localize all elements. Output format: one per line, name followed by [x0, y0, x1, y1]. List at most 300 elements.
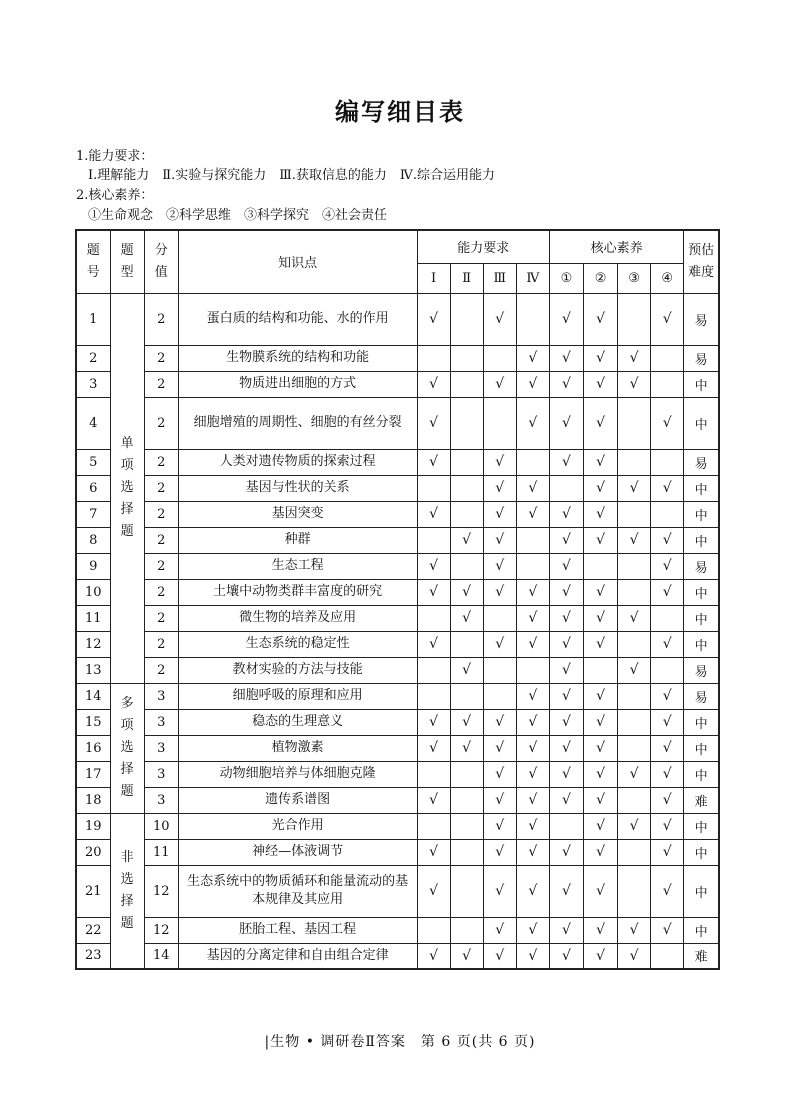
ability-4-cell: [516, 397, 549, 449]
ability-1-cell: [417, 553, 450, 579]
check-mark: √: [495, 883, 505, 899]
knowledge-point: 物质进出细胞的方式: [178, 371, 417, 397]
literacy-3-cell: [618, 397, 651, 449]
knowledge-point: 基因突变: [178, 501, 417, 527]
ability-2-cell: [450, 293, 483, 345]
ability-4-cell: [516, 553, 549, 579]
header-ability-2: Ⅱ: [450, 263, 483, 293]
ability-1-cell: [417, 397, 450, 449]
row-score: 3: [144, 683, 178, 709]
check-mark: √: [528, 506, 538, 522]
header-ability-1: Ⅰ: [417, 263, 450, 293]
knowledge-point: 教材实验的方法与技能: [178, 657, 417, 683]
ability-4-cell: [516, 787, 549, 813]
difficulty: 中: [684, 605, 719, 631]
header-ability-4: Ⅳ: [516, 263, 549, 293]
ability-4-cell: [516, 813, 549, 839]
check-mark: √: [495, 740, 505, 756]
literacy-4-cell: [651, 709, 684, 735]
check-mark: √: [495, 480, 505, 496]
check-mark: √: [561, 662, 571, 678]
literacy-2-cell: [583, 371, 617, 397]
row-score: 11: [144, 839, 178, 865]
literacy-2-cell: [583, 475, 617, 501]
literacy-2-cell: [583, 501, 617, 527]
check-mark: √: [495, 636, 505, 652]
literacy-2-cell: [583, 293, 617, 345]
ability-1-cell: [417, 293, 450, 345]
literacy-1-cell: [549, 787, 583, 813]
table-row: [76, 917, 719, 943]
ability-1-cell: [417, 475, 450, 501]
knowledge-point: 稳态的生理意义: [178, 709, 417, 735]
literacy-1-cell: [549, 631, 583, 657]
check-mark: √: [596, 532, 605, 548]
check-mark: √: [596, 922, 605, 938]
row-score: 2: [144, 293, 178, 345]
row-number: 22: [76, 917, 110, 943]
check-mark: √: [429, 506, 438, 522]
header-knowledge: 知识点: [178, 230, 417, 293]
literacy-3-cell: [618, 579, 651, 605]
check-mark: √: [495, 584, 505, 600]
ability-2-cell: [450, 865, 483, 917]
check-mark: √: [561, 883, 571, 899]
table-row: [76, 397, 719, 449]
check-mark: √: [429, 947, 438, 964]
check-mark: √: [596, 415, 605, 431]
check-mark: √: [662, 844, 672, 860]
check-mark: √: [495, 532, 505, 548]
literacy-3-cell: [618, 371, 651, 397]
literacy-3-cell: [618, 917, 651, 943]
difficulty: 中: [684, 501, 719, 527]
literacy-2-cell: [583, 917, 617, 943]
literacy-2-cell: [583, 787, 617, 813]
ability-3-cell: [483, 735, 516, 761]
ability-3-cell: [483, 683, 516, 709]
ability-3-cell: [483, 449, 516, 475]
ability-4-cell: [516, 527, 549, 553]
ability-1-cell: [417, 917, 450, 943]
table-row: [76, 735, 719, 761]
check-mark: √: [495, 454, 505, 470]
literacy-3-cell: [618, 605, 651, 631]
header-ability: 能力要求: [417, 230, 549, 263]
row-score: 2: [144, 475, 178, 501]
ability-2-cell: [450, 761, 483, 787]
literacy-3-cell: [618, 475, 651, 501]
table-row: [76, 683, 719, 709]
ability-4-cell: [516, 865, 549, 917]
ability-4-cell: [516, 345, 549, 371]
check-mark: √: [561, 947, 571, 964]
check-mark: √: [528, 922, 538, 938]
question-type-text: 非选择题: [120, 849, 134, 931]
check-mark: √: [528, 792, 538, 808]
literacy-1-cell: [549, 657, 583, 683]
table-row: [76, 475, 719, 501]
row-number: 3: [76, 371, 110, 397]
ability-3-cell: [483, 293, 516, 345]
difficulty: 中: [684, 475, 719, 501]
check-mark: √: [495, 844, 505, 860]
ability-1-cell: [417, 501, 450, 527]
literacy-2-cell: [583, 449, 617, 475]
ability-2-cell: [450, 917, 483, 943]
check-mark: √: [561, 506, 571, 522]
ability-2-cell: [450, 553, 483, 579]
literacy-4-cell: [651, 475, 684, 501]
literacy-1-cell: [549, 553, 583, 579]
question-type: [110, 683, 144, 813]
ability-2-cell: [450, 631, 483, 657]
literacy-4-cell: [651, 449, 684, 475]
check-mark: √: [561, 844, 571, 860]
table-row: [76, 709, 719, 735]
table-row: [76, 449, 719, 475]
check-mark: √: [596, 610, 605, 626]
literacy-2-cell: [583, 839, 617, 865]
literacy-2-cell: [583, 527, 617, 553]
difficulty: 中: [684, 735, 719, 761]
check-mark: √: [429, 454, 438, 470]
knowledge-point: 神经—体液调节: [178, 839, 417, 865]
check-mark: √: [596, 766, 605, 782]
difficulty: 中: [684, 761, 719, 787]
header-literacy-2: ②: [583, 263, 617, 293]
check-mark: √: [629, 662, 639, 678]
check-mark: √: [462, 947, 472, 964]
check-mark: √: [528, 883, 538, 899]
check-mark: √: [462, 740, 472, 756]
literacy-4-cell: [651, 345, 684, 371]
knowledge-point: 细胞增殖的周期性、细胞的有丝分裂: [178, 397, 417, 449]
check-mark: √: [629, 532, 639, 548]
ability-2-cell: [450, 527, 483, 553]
ability-1-cell: [417, 761, 450, 787]
ability-2-cell: [450, 813, 483, 839]
row-number: 17: [76, 761, 110, 787]
ability-2-cell: [450, 345, 483, 371]
check-mark: √: [561, 532, 571, 548]
check-mark: √: [662, 636, 672, 652]
check-mark: √: [596, 688, 605, 704]
literacy-2-cell: [583, 683, 617, 709]
check-mark: √: [596, 714, 605, 730]
row-number: 4: [76, 397, 110, 449]
page-footer: |生物 • 调研卷Ⅱ答案 第 6 页(共 6 页): [264, 1034, 536, 1050]
check-mark: √: [662, 883, 672, 899]
knowledge-point: 土壤中动物类群丰富度的研究: [178, 579, 417, 605]
check-mark: √: [495, 506, 505, 522]
knowledge-point: 人类对遗传物质的探索过程: [178, 449, 417, 475]
row-score: 3: [144, 761, 178, 787]
table-row: [76, 293, 719, 345]
knowledge-point: 光合作用: [178, 813, 417, 839]
check-mark: √: [662, 480, 672, 496]
check-mark: √: [662, 818, 672, 834]
check-mark: √: [528, 740, 538, 756]
literacy-2-cell: [583, 579, 617, 605]
check-mark: √: [528, 610, 538, 626]
question-type: [110, 293, 144, 683]
ability-3-cell: [483, 371, 516, 397]
row-number: 9: [76, 553, 110, 579]
ability-3-cell: [483, 475, 516, 501]
literacy-4-cell: [651, 761, 684, 787]
literacy-4-cell: [651, 553, 684, 579]
check-mark: √: [495, 376, 505, 392]
ability-1-cell: [417, 579, 450, 605]
literacy-1-cell: [549, 605, 583, 631]
literacy-4-cell: [651, 657, 684, 683]
ability-1-cell: [417, 631, 450, 657]
literacy-2-cell: [583, 605, 617, 631]
table-row: [76, 345, 719, 371]
check-mark: √: [561, 792, 571, 808]
ability-heading: 1.能力要求：: [76, 149, 154, 164]
table-row: [76, 371, 719, 397]
literacy-1-cell: [549, 293, 583, 345]
check-mark: √: [596, 818, 605, 834]
header-literacy-4: ④: [651, 263, 684, 293]
table-row: [76, 657, 719, 683]
check-mark: √: [596, 584, 605, 600]
literacy-3-cell: [618, 527, 651, 553]
check-mark: √: [495, 714, 505, 730]
ability-3-cell: [483, 501, 516, 527]
check-mark: √: [561, 688, 571, 704]
difficulty: 中: [684, 371, 719, 397]
check-mark: √: [662, 766, 672, 782]
ability-1-cell: [417, 865, 450, 917]
check-mark: √: [528, 766, 538, 782]
knowledge-point: 基因的分离定律和自由组合定律: [178, 943, 417, 969]
check-mark: √: [495, 818, 505, 834]
check-mark: √: [629, 947, 639, 964]
header-number-text: 题号: [86, 242, 100, 280]
knowledge-point: 生态系统的稳定性: [178, 631, 417, 657]
literacy-3-cell: [618, 839, 651, 865]
check-mark: √: [662, 714, 672, 730]
literacy-1-cell: [549, 917, 583, 943]
knowledge-point: 生态系统中的物质循环和能量流动的基本规律及其应用: [178, 865, 417, 917]
question-type-text: 单项选择题: [120, 436, 134, 539]
literacy-1-cell: [549, 683, 583, 709]
check-mark: √: [462, 662, 472, 678]
check-mark: √: [561, 922, 571, 938]
difficulty: 易: [684, 657, 719, 683]
check-mark: √: [528, 818, 538, 834]
knowledge-point: 动物细胞培养与体细胞克隆: [178, 761, 417, 787]
literacy-2-cell: [583, 761, 617, 787]
check-mark: √: [429, 740, 438, 756]
difficulty: 易: [684, 683, 719, 709]
row-score: 2: [144, 579, 178, 605]
check-mark: √: [528, 636, 538, 652]
literacy-3-cell: [618, 943, 651, 969]
literacy-4-cell: [651, 787, 684, 813]
table-row: [76, 813, 719, 839]
row-number: 2: [76, 345, 110, 371]
literacy-heading: 2.核心素养：: [76, 188, 154, 203]
difficulty: 难: [684, 787, 719, 813]
literacy-2-cell: [583, 657, 617, 683]
ability-1-cell: [417, 371, 450, 397]
literacy-4-cell: [651, 527, 684, 553]
ability-4-cell: [516, 475, 549, 501]
table-row: [76, 943, 719, 969]
row-number: 14: [76, 683, 110, 709]
check-mark: √: [662, 792, 672, 808]
literacy-4-cell: [651, 605, 684, 631]
check-mark: √: [495, 766, 505, 782]
row-score: 3: [144, 709, 178, 735]
literacy-2-cell: [583, 709, 617, 735]
check-mark: √: [629, 376, 639, 392]
difficulty: 中: [684, 839, 719, 865]
ability-1-cell: [417, 683, 450, 709]
check-mark: √: [596, 506, 605, 522]
difficulty: 中: [684, 631, 719, 657]
row-score: 2: [144, 631, 178, 657]
ability-3-cell: [483, 605, 516, 631]
literacy-1-cell: [549, 813, 583, 839]
header-ability-3: Ⅲ: [483, 263, 516, 293]
specification-table: [75, 229, 720, 970]
check-mark: √: [561, 311, 571, 327]
literacy-4-cell: [651, 371, 684, 397]
check-mark: √: [662, 415, 672, 431]
difficulty: 中: [684, 527, 719, 553]
check-mark: √: [429, 714, 438, 730]
knowledge-point: 种群: [178, 527, 417, 553]
check-mark: √: [462, 714, 472, 730]
ability-2-cell: [450, 475, 483, 501]
literacy-1-cell: [549, 943, 583, 969]
header-difficulty: [684, 230, 719, 293]
difficulty: 易: [684, 293, 719, 345]
literacy-2-cell: [583, 813, 617, 839]
ability-3-cell: [483, 579, 516, 605]
difficulty: 易: [684, 449, 719, 475]
check-mark: √: [561, 350, 571, 366]
literacy-4-cell: [651, 501, 684, 527]
literacy-3-cell: [618, 709, 651, 735]
ability-4-cell: [516, 917, 549, 943]
ability-3-cell: [483, 345, 516, 371]
check-mark: √: [662, 532, 672, 548]
difficulty: 中: [684, 813, 719, 839]
literacy-3-cell: [618, 631, 651, 657]
question-type-text: 多项选择题: [120, 696, 134, 799]
row-score: 12: [144, 917, 178, 943]
literacy-2-cell: [583, 865, 617, 917]
row-number: 15: [76, 709, 110, 735]
literacy-2-cell: [583, 735, 617, 761]
literacy-1-cell: [549, 449, 583, 475]
literacy-3-cell: [618, 865, 651, 917]
ability-3-cell: [483, 553, 516, 579]
knowledge-point: 植物激素: [178, 735, 417, 761]
check-mark: √: [561, 454, 571, 470]
knowledge-point: 遗传系谱图: [178, 787, 417, 813]
ability-4-cell: [516, 371, 549, 397]
difficulty: 易: [684, 345, 719, 371]
knowledge-point: 基因与性状的关系: [178, 475, 417, 501]
check-mark: √: [596, 844, 605, 860]
table-body: [76, 293, 719, 969]
check-mark: √: [662, 558, 672, 574]
literacy-4-cell: [651, 813, 684, 839]
check-mark: √: [662, 740, 672, 756]
literacy-1-cell: [549, 839, 583, 865]
knowledge-point: 生物膜系统的结构和功能: [178, 345, 417, 371]
ability-1-cell: [417, 839, 450, 865]
table-row: [76, 527, 719, 553]
literacy-2-cell: [583, 397, 617, 449]
ability-2-cell: [450, 371, 483, 397]
literacy-1-cell: [549, 345, 583, 371]
difficulty: 中: [684, 917, 719, 943]
check-mark: √: [629, 480, 639, 496]
check-mark: √: [528, 714, 538, 730]
check-mark: √: [495, 558, 505, 574]
check-mark: √: [561, 415, 571, 431]
row-score: 3: [144, 735, 178, 761]
check-mark: √: [495, 792, 505, 808]
check-mark: √: [596, 350, 605, 366]
check-mark: √: [561, 740, 571, 756]
row-score: 2: [144, 605, 178, 631]
ability-3-cell: [483, 787, 516, 813]
difficulty: 易: [684, 553, 719, 579]
ability-4-cell: [516, 761, 549, 787]
check-mark: √: [462, 584, 472, 600]
row-number: 21: [76, 865, 110, 917]
ability-3-cell: [483, 709, 516, 735]
ability-1-cell: [417, 735, 450, 761]
header-literacy-1: ①: [549, 263, 583, 293]
check-mark: √: [495, 922, 505, 938]
literacy-1-cell: [549, 735, 583, 761]
ability-4-cell: [516, 605, 549, 631]
ability-4-cell: [516, 501, 549, 527]
check-mark: √: [561, 376, 571, 392]
literacy-3-cell: [618, 553, 651, 579]
check-mark: √: [561, 766, 571, 782]
row-score: 3: [144, 787, 178, 813]
row-score: 14: [144, 943, 178, 969]
check-mark: √: [629, 818, 639, 834]
literacy-1-cell: [549, 579, 583, 605]
row-score: 2: [144, 501, 178, 527]
check-mark: √: [596, 636, 605, 652]
ability-2-cell: [450, 657, 483, 683]
check-mark: √: [429, 844, 438, 860]
literacy-1-cell: [549, 397, 583, 449]
row-number: 6: [76, 475, 110, 501]
literacy-4-cell: [651, 579, 684, 605]
row-score: 10: [144, 813, 178, 839]
table-row: [76, 761, 719, 787]
check-mark: √: [629, 610, 639, 626]
check-mark: √: [629, 922, 639, 938]
literacy-3-cell: [618, 735, 651, 761]
ability-4-cell: [516, 579, 549, 605]
row-score: 2: [144, 397, 178, 449]
